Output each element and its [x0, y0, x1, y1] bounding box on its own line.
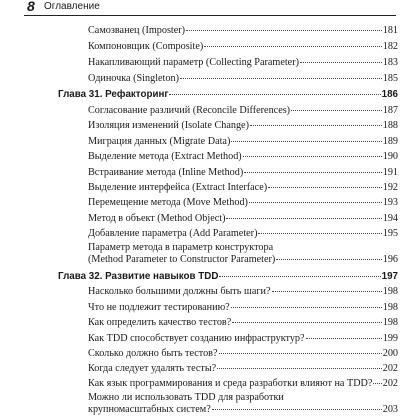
chapter-heading: Глава 31. Рефакторинг 186 — [58, 89, 398, 100]
toc-entry: Выделение интерфейса (Extract Interface) 192 — [88, 182, 398, 193]
toc-entry: Выделение метода (Extract Method) 190 — [88, 151, 398, 162]
toc-entry: Изоляция изменений (Isolate Change) 188 — [88, 120, 398, 131]
toc-entry: Как TDD способствует созданию инфраструктур? 199 — [88, 333, 398, 344]
toc-entry: Согласование различий (Reconcile Differences) 187 — [88, 105, 398, 116]
toc-entry: Когда следует удалять тесты? 202 — [88, 363, 398, 374]
toc-entry: (Method Parameter to Constructor Parameter) 196 — [88, 254, 398, 265]
toc-entry: крупномасштабных систем? 203 — [88, 404, 398, 415]
running-header — [24, 0, 396, 16]
toc-entry: Метод в объект (Method Object) 194 — [88, 213, 398, 224]
toc-entry: Как язык программирования и среда разработки влияют на TDD? 202 — [88, 378, 398, 389]
toc-entry: Миграция данных (Migrate Data) 189 — [88, 136, 398, 147]
toc-entry: Сколько должно быть тестов? 200 — [88, 348, 398, 359]
toc-entry: Компоновщик (Composite) 182 — [88, 41, 398, 52]
toc-entry: Встраивание метода (Inline Method) 191 — [88, 167, 398, 178]
toc-entry: Добавление параметра (Add Parameter) 195 — [88, 228, 398, 239]
toc-entry-line1: Параметр метода в параметр конструктора — [88, 242, 274, 253]
toc-entry: Накапливающий параметр (Collecting Parameter) 183 — [88, 57, 398, 68]
page-number: 8 — [27, 0, 35, 14]
running-head-title: Оглавление — [44, 1, 100, 12]
toc-entry: Насколько большими должны быть шаги? 198 — [88, 286, 398, 297]
toc-entry-line1: Можно ли использовать TDD для разработки — [88, 392, 284, 403]
chapter-heading: Глава 32. Развитие навыков TDD 197 — [58, 271, 398, 282]
toc-entry: Самозванец (Imposter) 181 — [88, 25, 398, 36]
toc-entry: Одиночка (Singleton) 185 — [88, 73, 398, 84]
toc-entry: Перемещение метода (Move Method) 193 — [88, 197, 398, 208]
toc-entry: Что не подлежит тестированию? 198 — [88, 302, 398, 313]
toc-entry: Как определить качество тестов? 198 — [88, 317, 398, 328]
